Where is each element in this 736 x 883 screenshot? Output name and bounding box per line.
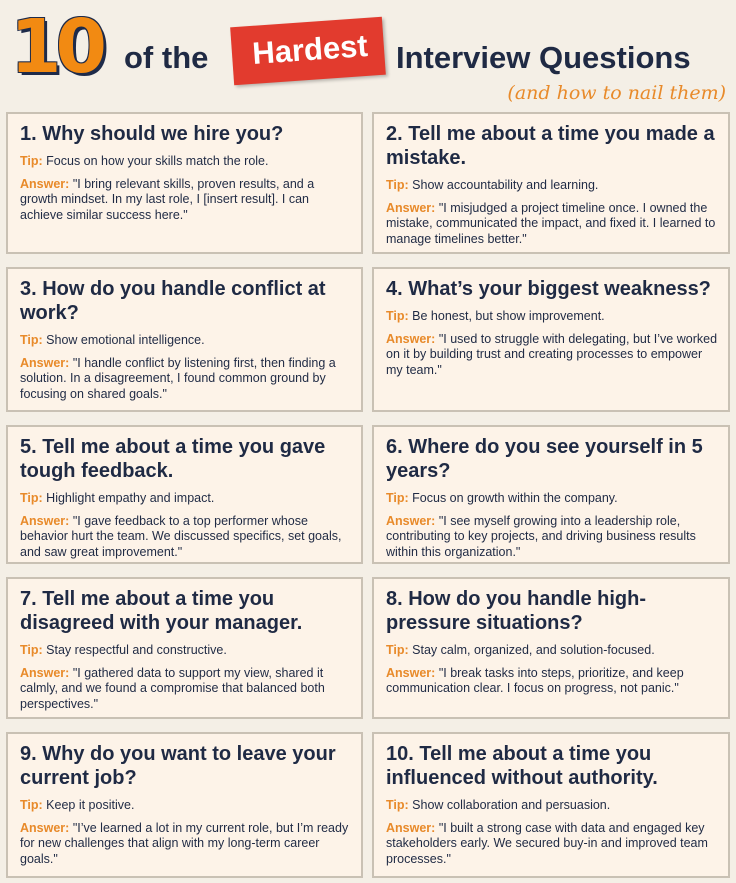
answer-body: "I bring relevant skills, proven results, and a growth mindset. In my last role, I [insert result]. I can achieve similar success here."	[20, 176, 315, 222]
tip-body: Be honest, but show improvement.	[412, 309, 605, 323]
question-title: 6. Where do you see yourself in 5 years?	[386, 436, 703, 482]
tip-text	[386, 178, 718, 194]
header	[0, 0, 736, 108]
tip-body: Show collaboration and persuasion.	[412, 798, 611, 812]
answer-label: Answer:	[20, 513, 70, 528]
answer-text	[20, 177, 351, 224]
answer-label: Answer:	[20, 355, 70, 370]
title-hardest: Hardest	[251, 28, 369, 71]
tip-text	[386, 491, 718, 507]
answer-body: "I used to struggle with delegating, but I’ve worked on it by building trust and creating processes to empower my team."	[386, 331, 718, 377]
answer-text	[386, 332, 718, 379]
answer-text	[386, 201, 718, 248]
tip-body: Show accountability and learning.	[412, 178, 599, 192]
question-card-9	[6, 732, 363, 878]
question-card-10	[372, 732, 730, 878]
tip-body: Focus on growth within the company.	[412, 491, 618, 505]
tip-text	[20, 333, 351, 349]
tip-label: Tip:	[20, 798, 43, 812]
answer-body: "I built a strong case with data and engaged key stakeholders early. We secured buy-in and improved team processes."	[386, 820, 708, 866]
tip-body: Stay calm, organized, and solution-focused.	[412, 643, 655, 657]
tip-text	[20, 643, 351, 659]
answer-label: Answer:	[20, 820, 70, 835]
answer-text	[20, 666, 351, 713]
answer-label: Answer:	[386, 820, 436, 835]
tip-label: Tip:	[20, 333, 43, 347]
question-title: 3. How do you handle conflict at work?	[20, 278, 326, 324]
question-card-7	[6, 577, 363, 719]
tip-text	[20, 491, 351, 507]
question-title: 10. Tell me about a time you influenced without authority.	[386, 743, 658, 789]
question-card-5	[6, 425, 363, 564]
question-title: 4. What’s your biggest weakness?	[386, 278, 711, 300]
question-title: 5. Tell me about a time you gave tough feedback.	[20, 436, 326, 482]
answer-body: "I gave feedback to a top performer whose behavior hurt the team. We discussed specifics, set goals, and saw great improvement."	[20, 513, 342, 559]
tip-label: Tip:	[386, 798, 409, 812]
tip-label: Tip:	[20, 154, 43, 168]
question-card-8	[372, 577, 730, 719]
question-title: 2. Tell me about a time you made a mistake.	[386, 123, 715, 169]
answer-label: Answer:	[20, 176, 70, 191]
page-title: Interview Questions	[396, 40, 691, 75]
title-of-the: of the	[124, 40, 209, 75]
answer-text	[20, 356, 351, 403]
answer-body: "I handle conflict by listening first, then finding a solution. In a disagreement, I found common ground by focusing on shared goals."	[20, 355, 336, 401]
tip-label: Tip:	[386, 309, 409, 323]
tip-body: Highlight empathy and impact.	[46, 491, 215, 505]
answer-text	[20, 514, 351, 561]
answer-label: Answer:	[386, 513, 436, 528]
tip-text	[20, 154, 351, 170]
answer-label: Answer:	[20, 665, 70, 680]
question-title: 8. How do you handle high-pressure situations?	[386, 588, 646, 634]
answer-text	[386, 821, 718, 868]
answer-label: Answer:	[386, 331, 436, 346]
answer-label: Answer:	[386, 200, 436, 215]
tip-body: Focus on how your skills match the role.	[46, 154, 269, 168]
tip-text	[386, 798, 718, 814]
tip-text	[386, 643, 718, 659]
tip-label: Tip:	[20, 491, 43, 505]
answer-body: "I see myself growing into a leadership role, contributing to key projects, and driving business results within this organization."	[386, 513, 696, 559]
tip-body: Keep it positive.	[46, 798, 135, 812]
answer-body: "I misjudged a project timeline once. I owned the mistake, communicated the impact, and fixed it. I learned to manage timelines better."	[386, 200, 716, 246]
answer-text	[386, 666, 718, 697]
tip-body: Stay respectful and constructive.	[46, 643, 227, 657]
question-title: 1. Why should we hire you?	[20, 123, 284, 145]
answer-body: "I break tasks into steps, prioritize, and keep communication clear. I focus on progress, not panic."	[386, 665, 684, 695]
tip-label: Tip:	[386, 491, 409, 505]
answer-text	[386, 514, 718, 561]
tip-label: Tip:	[386, 178, 409, 192]
tip-label: Tip:	[386, 643, 409, 657]
answer-body: "I’ve learned a lot in my current role, but I’m ready for new challenges that align with my long-term career goals."	[20, 820, 349, 866]
question-card-4	[372, 267, 730, 412]
tip-text	[20, 798, 351, 814]
answer-body: "I gathered data to support my view, shared it calmly, and we found a compromise that balanced both perspectives."	[20, 665, 325, 711]
question-card-6	[372, 425, 730, 564]
answer-text	[20, 821, 351, 868]
answer-label: Answer:	[386, 665, 436, 680]
question-title: 7. Tell me about a time you disagreed with your manager.	[20, 588, 303, 634]
tip-label: Tip:	[20, 643, 43, 657]
question-card-1	[6, 112, 363, 254]
title-number: 10	[10, 4, 101, 90]
question-card-2	[372, 112, 730, 254]
question-title: 9. Why do you want to leave your current job?	[20, 743, 336, 789]
question-card-3	[6, 267, 363, 412]
tip-text	[386, 309, 718, 325]
page-subtitle: (and how to nail them)	[507, 82, 726, 104]
tip-body: Show emotional intelligence.	[46, 333, 205, 347]
